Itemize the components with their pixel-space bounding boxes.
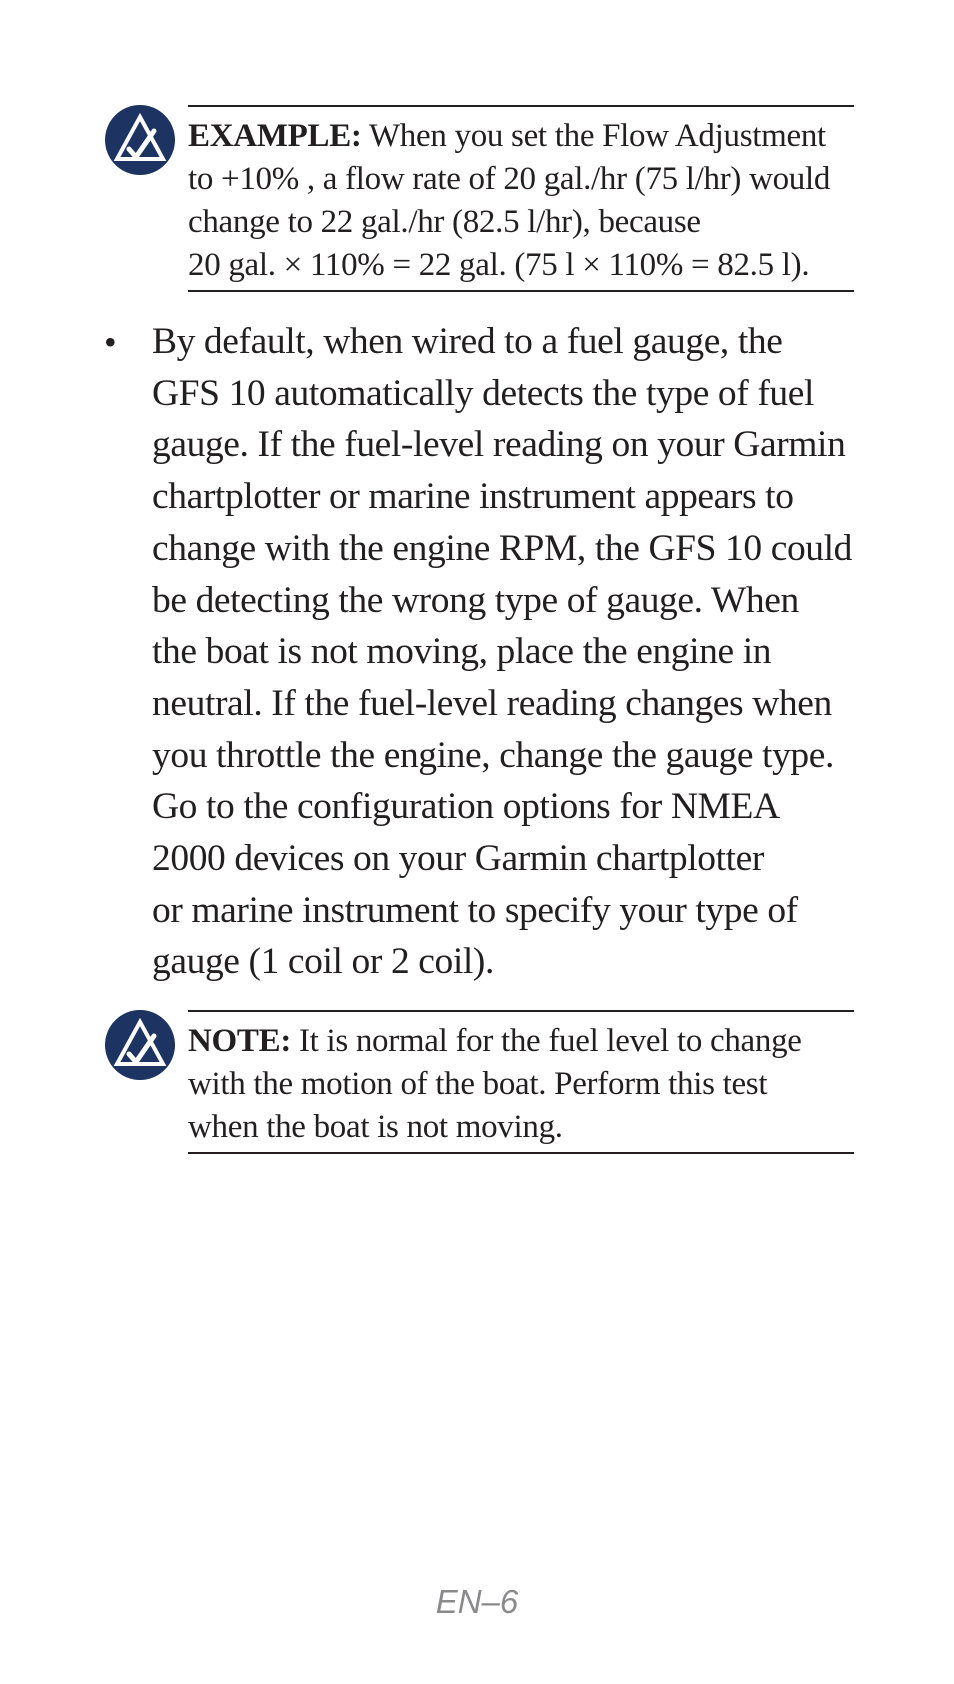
bullet-line: By default, when wired to a fuel gauge, the (152, 321, 783, 362)
example-label: EXAMPLE: (188, 118, 362, 154)
bullet-line: or marine instrument to specify your type of (152, 889, 798, 931)
bullet-line: gauge (1 coil or 2 coil). (152, 941, 494, 983)
bullet-paragraph (152, 316, 872, 988)
bullet-line: neutral. If the fuel-level reading changes when (152, 682, 832, 724)
bullet-line: change with the engine RPM, the GFS 10 could (152, 527, 853, 569)
bullet-line: Go to the configuration options for NMEA (152, 786, 780, 828)
note-text-1: It is normal for the fuel level to change (291, 1023, 802, 1059)
bullet-line: you throttle the engine, change the gauge type. (152, 734, 834, 776)
bullet-line: chartplotter or marine instrument appears to (152, 476, 794, 518)
note-box (188, 1010, 854, 1154)
bullet-line: 2000 devices on your Garmin chartplotter (152, 838, 764, 880)
bullet-line: gauge. If the fuel-level reading on your Garmin (152, 424, 846, 466)
note-line-1 (188, 1020, 854, 1063)
bullet-line: GFS 10 automatically detects the type of fuel (152, 372, 815, 414)
example-text-3: change to 22 gal./hr (82.5 l/hr), because (188, 204, 701, 240)
example-text-4: 20 gal. × 110% = 22 gal. (75 l × 110% = 82.5 l). (188, 247, 810, 283)
note-text-2: with the motion of the boat. Perform this test (188, 1066, 768, 1102)
example-text-1: When you set the Flow Adjustment (361, 118, 826, 154)
bullet-line: the boat is not moving, place the engine in (152, 631, 772, 673)
bullet-symbol: • (104, 322, 117, 362)
example-note-box (188, 105, 854, 292)
note-label: NOTE: (188, 1023, 292, 1059)
note-pencil-icon (105, 1010, 175, 1080)
example-note-line-1 (188, 115, 854, 158)
note-pencil-icon (105, 105, 175, 175)
bullet-line: be detecting the wrong type of gauge. When (152, 579, 799, 621)
example-text-2: to +10% , a flow rate of 20 gal./hr (75 l/hr) would (188, 161, 831, 197)
page-number: EN–6 (435, 1583, 519, 1620)
note-text-3: when the boat is not moving. (188, 1109, 563, 1145)
